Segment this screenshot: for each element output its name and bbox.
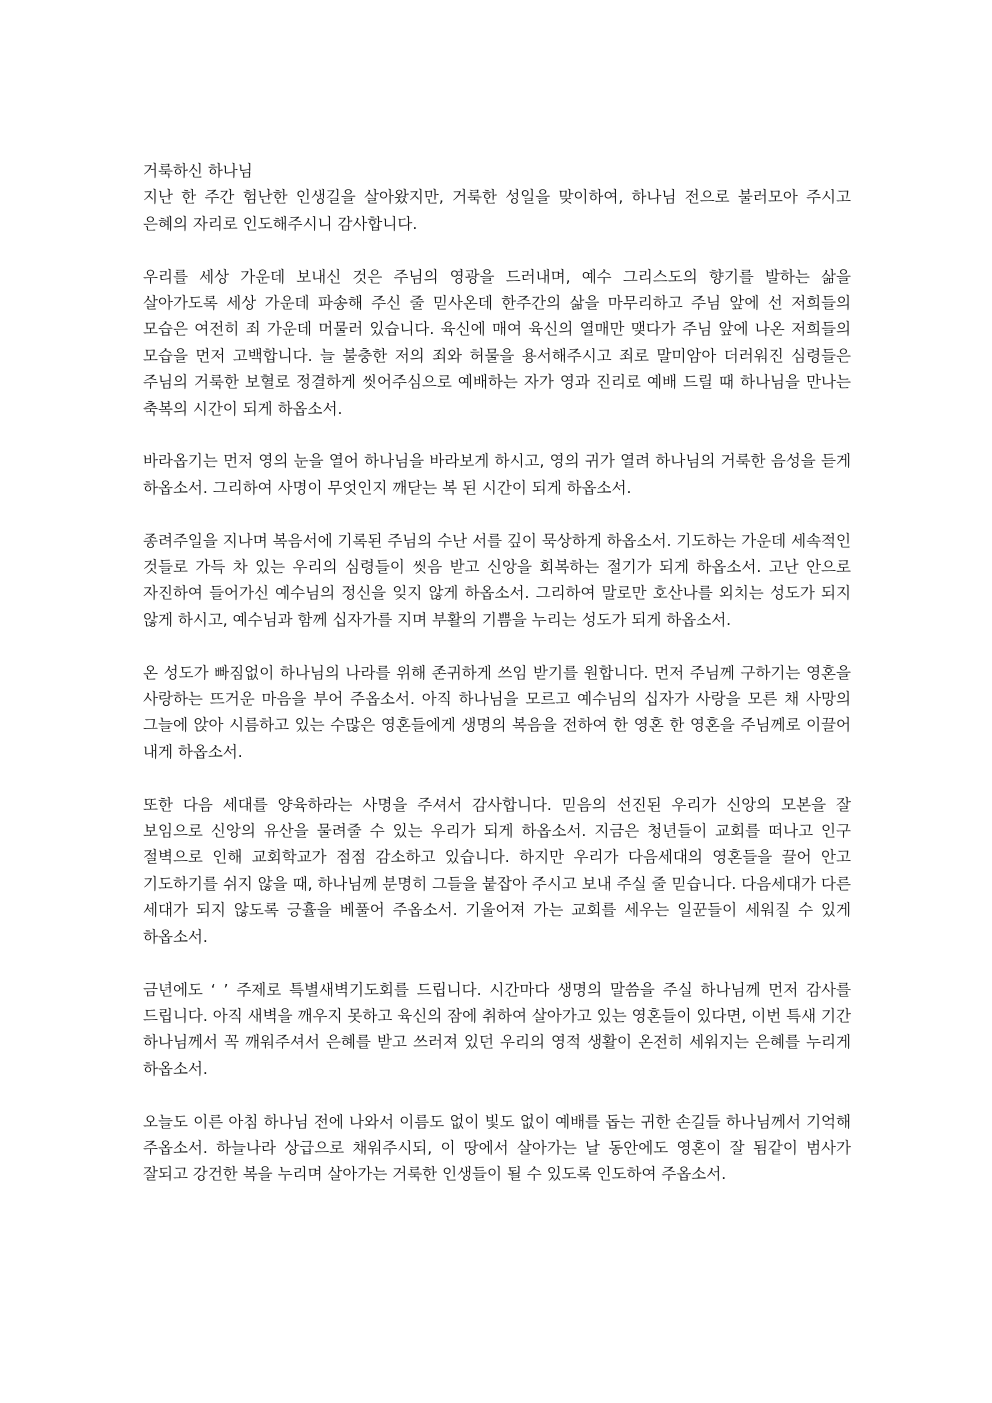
prayer-paragraph-3: 바라옵기는 먼저 영의 눈을 열어 하나님을 바라보게 하시고, 영의 귀가 열려 하나님의 거룩한 음성을 듣게 하옵소서. 그리하여 사명이 무엇인지 깨닫는 복 된 시간이 되게 하옵소서. — [143, 452, 851, 497]
prayer-paragraph-5: 온 성도가 빠짐없이 하나님의 나라를 위해 존귀하게 쓰임 받기를 원합니다. 먼저 주님께 구하기는 영혼을 사랑하는 뜨거운 마음을 부어 주옵소서. 아직 하나님을 모르고 예수님의 십자가 사랑을 모른 채 사망의 그늘에 앉아 시름하고 있는 수많은 영혼들에게 생명의 복음을 전하여 한 영혼 한 영혼을 주님께로 이끌어 내게 하옵소서. — [143, 663, 851, 761]
prayer-paragraph-1: 지난 한 주간 험난한 인생길을 살아왔지만, 거룩한 성일을 맞이하여, 하나님 전으로 불러모아 주시고 은혜의 자리로 인도해주시니 감사합니다. — [143, 188, 851, 233]
prayer-paragraph-2: 우리를 세상 가운데 보내신 것은 주님의 영광을 드러내며, 예수 그리스도의 향기를 발하는 삶을 살아가도록 세상 가운데 파송해 주신 줄 믿사온데 한주간의 삶을 마무리하고 주님 앞에 선 저희들의 모습은 여전히 죄 가운데 머물러 있습니다. 육신에 매여 육신의 열매만 맺다가 주님 앞에 나온 저희들의 모습을 먼저 고백합니다. 늘 불충한 저의 죄와 허물을 용서해주시고 죄로 말미암아 더러워진 심령들은 주님의 거룩한 보혈로 정결하게 씻어주심으로 예배하는 자가 영과 진리로 예배 드릴 때 하나님을 만나는 축복의 시간이 되게 하옵소서. — [143, 267, 851, 418]
prayer-paragraph-8: 오늘도 이른 아침 하나님 전에 나와서 이름도 없이 빛도 없이 예배를 돕는 귀한 손길들 하나님께서 기억해 주옵소서. 하늘나라 상급으로 채워주시되, 이 땅에서 살아가는 날 동안에도 영혼이 잘 됨같이 범사가 잘되고 강건한 복을 누리며 살아가는 거룩한 인생들이 될 수 있도록 인도하여 주옵소서. — [143, 1112, 851, 1184]
prayer-greeting: 거룩하신 하나님 — [143, 162, 253, 180]
prayer-paragraph-4: 종려주일을 지나며 복음서에 기록된 주님의 수난 서를 깊이 묵상하게 하옵소서. 기도하는 가운데 세속적인 것들로 가득 차 있는 우리의 심령들이 씻음 받고 신앙을 회복하는 절기가 되게 하옵소서. 고난 안으로 자진하여 들어가신 예수님의 정신을 잊지 않게 하옵소서. 그리하여 말로만 호산나를 외치는 성도가 되지 않게 하시고, 예수님과 함께 십자가를 지며 부활의 기쁨을 누리는 성도가 되게 하옵소서. — [143, 531, 851, 629]
prayer-paragraph-7: 금년에도 ‘ ’ 주제로 특별새벽기도회를 드립니다. 시간마다 생명의 말씀을 주실 하나님께 먼저 감사를 드립니다. 아직 새벽을 깨우지 못하고 육신의 잠에 취하여 살아가고 있는 영혼들이 있다면, 이번 특새 기간 하나님께서 꼭 깨워주셔서 은혜를 받고 쓰러져 있던 우리의 영적 생활이 온전히 세워지는 은혜를 누리게 하옵소서. — [143, 980, 851, 1078]
document-page — [143, 158, 851, 1188]
prayer-paragraph-6: 또한 다음 세대를 양육하라는 사명을 주셔서 감사합니다. 믿음의 선진된 우리가 신앙의 모본을 잘 보임으로 신앙의 유산을 물려줄 수 있는 우리가 되게 하옵소서. 지금은 청년들이 교회를 떠나고 인구 절벽으로 인해 교회학교가 점점 감소하고 있습니다. 하지만 우리가 다음세대의 영혼들을 끌어 안고 기도하기를 쉬지 않을 때, 하나님께 분명히 그들을 붙잡아 주시고 보내 주실 줄 믿습니다. 다음세대가 다른 세대가 되지 않도록 긍휼을 베풀어 주옵소서. 기울어져 가는 교회를 세우는 일꾼들이 세워질 수 있게 하옵소서. — [143, 795, 851, 946]
